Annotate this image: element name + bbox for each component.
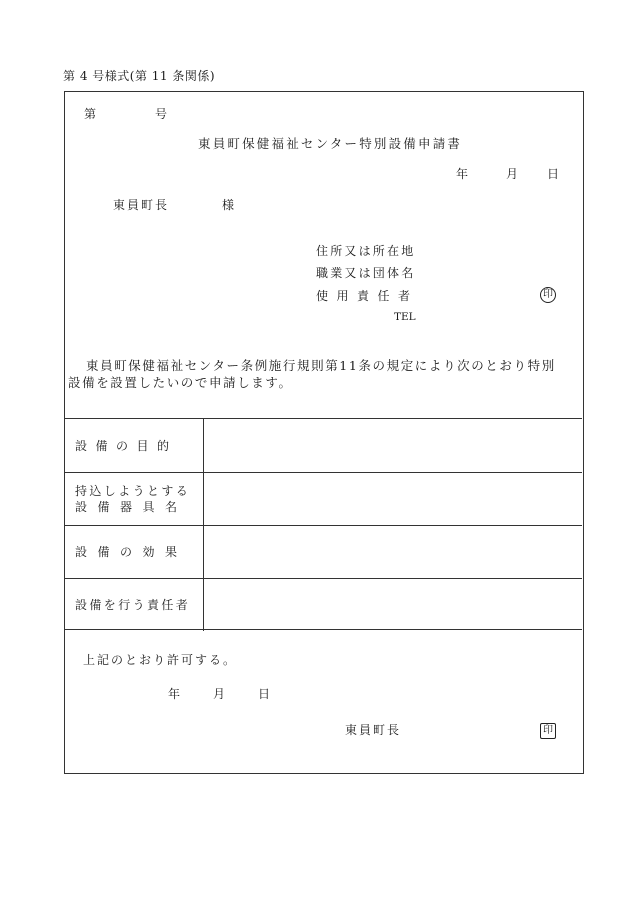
date-month-label: 月 <box>506 167 519 181</box>
issuer-seal-icon: 印 <box>540 723 556 739</box>
effect-input-cell[interactable] <box>204 526 582 578</box>
applicant-address-label: 住所又は所在地 <box>316 244 416 258</box>
purpose-input-cell[interactable] <box>204 419 582 472</box>
applicant-tel-label: TEL <box>394 311 416 323</box>
table-row <box>64 472 582 525</box>
date-day-label: 日 <box>547 167 560 181</box>
table-row <box>64 525 582 578</box>
applicant-person-label: 使用責任者 <box>316 289 419 303</box>
addressee-name: 東員町長 <box>113 198 170 212</box>
form-number-label: 第 4 号様式(第 11 条関係) <box>63 69 216 83</box>
approval-date <box>168 688 270 700</box>
equipment-table <box>64 418 582 630</box>
document-number-prefix: 第 <box>84 107 97 121</box>
date-year-label: 年 <box>456 167 469 181</box>
date-day-label: 日 <box>258 687 271 701</box>
approval-text: 上記のとおり許可する。 <box>83 653 238 667</box>
addressee-honorific: 様 <box>222 198 235 212</box>
date-year-label: 年 <box>168 687 181 701</box>
applicant-seal-icon: 印 <box>540 287 556 303</box>
applicant-occupation-label: 職業又は団体名 <box>316 266 416 280</box>
equipment-name-input-cell[interactable] <box>204 473 582 525</box>
table-row <box>64 578 582 631</box>
document-number-suffix: 号 <box>155 107 168 121</box>
row-label-equipment-name: 持込しようとする 設備器具名 <box>64 473 204 525</box>
issuer-name: 東員町長 <box>345 723 402 737</box>
document-title: 東員町保健福祉センター特別設備申請書 <box>198 136 463 151</box>
application-date <box>456 168 559 180</box>
application-body-text: 東員町保健福祉センター条例施行規則第11条の規定により次のとおり特別設備を設置したいので申請します。 <box>68 358 556 390</box>
responsible-person-input-cell[interactable] <box>204 579 582 631</box>
row-label-responsible-person: 設備を行う責任者 <box>64 579 204 631</box>
table-row <box>64 419 582 472</box>
row-label-effect: 設備の効果 <box>64 526 204 578</box>
row-label-purpose: 設備の目的 <box>64 419 204 472</box>
date-month-label: 月 <box>213 687 226 701</box>
